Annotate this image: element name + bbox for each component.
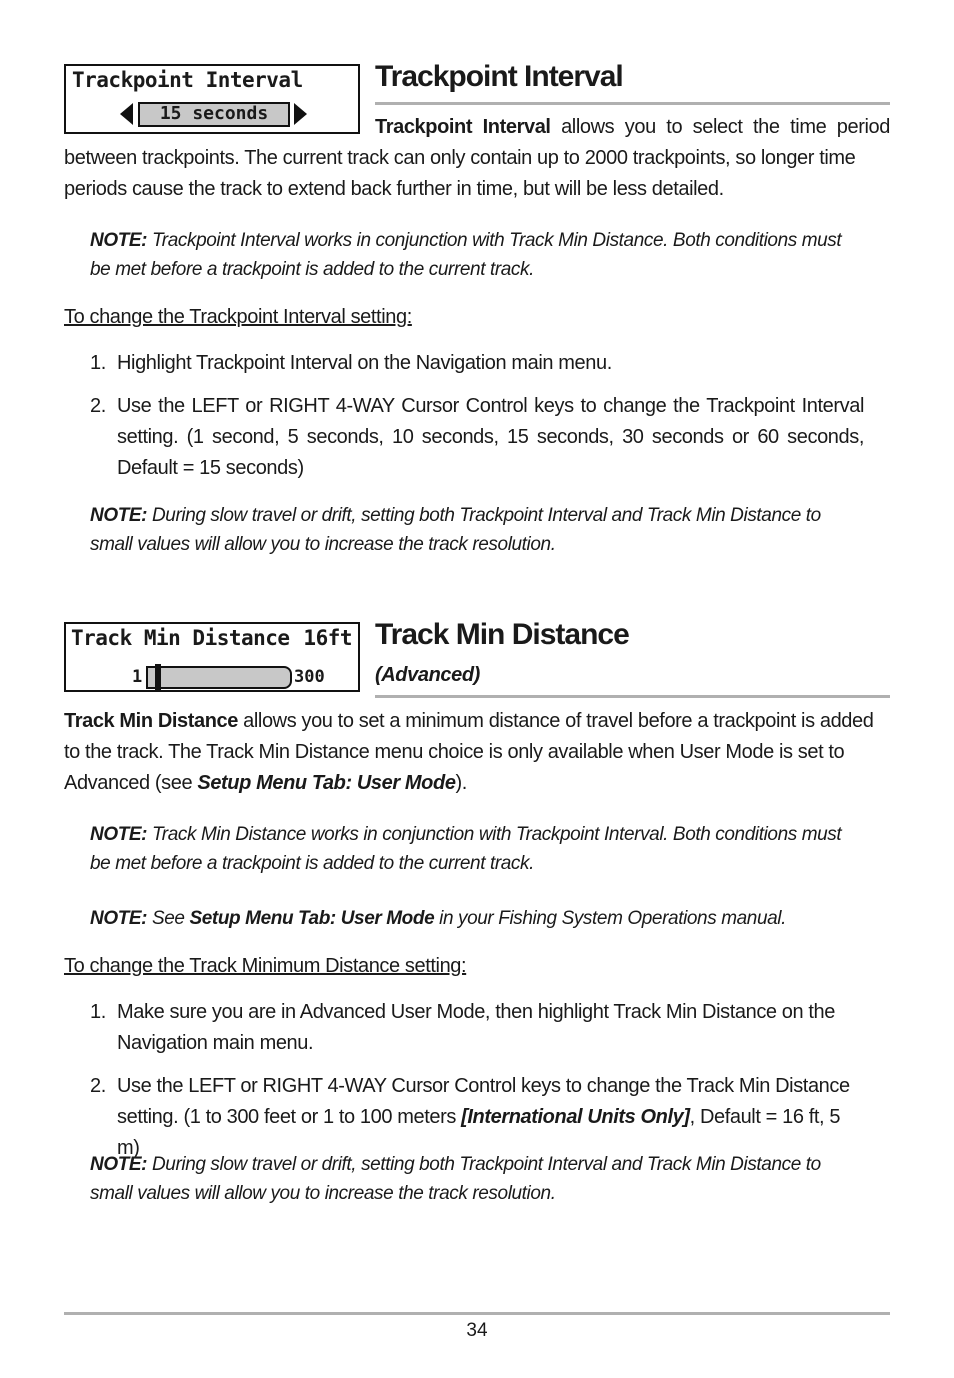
note-label: NOTE: xyxy=(90,908,148,929)
intro-end: ). xyxy=(455,772,467,794)
intro-line1 xyxy=(375,112,890,143)
step-list xyxy=(64,348,864,484)
page-number: 34 xyxy=(466,1320,488,1341)
list-item xyxy=(64,348,864,379)
note-ref: Setup Menu Tab: User Mode xyxy=(189,908,435,929)
note-text: During slow travel or drift, setting both Trackpoint Interval and Track Min Distance to small values will allow you to increase the track resolution. xyxy=(90,505,821,555)
step-number: 2. xyxy=(90,395,106,417)
note xyxy=(90,820,865,878)
footer-rule xyxy=(64,1312,890,1315)
section-subheading: (Advanced) xyxy=(375,664,480,686)
note-text: Track Min Distance works in conjunction with Trackpoint Interval. Both conditions must be met before a trackpoint is added to the current track. xyxy=(90,824,842,874)
step-number: 1. xyxy=(90,1001,106,1023)
widget-value: 15 seconds xyxy=(138,102,290,127)
step-number: 1. xyxy=(90,352,106,374)
intro-bold: Track Min Distance xyxy=(64,710,238,732)
intro-paragraph xyxy=(64,706,890,799)
trackpoint-interval-menu-widget xyxy=(64,64,360,134)
track-min-distance-menu-widget xyxy=(64,622,360,692)
note-label: NOTE: xyxy=(90,1154,148,1175)
heading-rule xyxy=(375,102,890,105)
widget-title: Track Min Distance xyxy=(71,626,290,650)
note xyxy=(90,226,865,284)
note-label: NOTE: xyxy=(90,824,148,845)
note-post: in your Fishing System Operations manual. xyxy=(434,908,787,929)
note xyxy=(90,501,865,559)
step-text: Make sure you are in Advanced User Mode, then highlight Track Min Distance on the Navigation main menu. xyxy=(117,1001,836,1054)
slider-knob xyxy=(155,664,161,691)
widget-current-value: 16ft xyxy=(303,626,352,650)
step-number: 2. xyxy=(90,1075,106,1097)
list-item xyxy=(64,997,864,1059)
note-label: NOTE: xyxy=(90,230,148,251)
step-text: Use the LEFT or RIGHT 4-WAY Cursor Control keys to change the Track Min Distance setting. (1 to 300 feet or 1 to 100 meters xyxy=(117,1075,850,1128)
intro-text: allows you to set a minimum distance of travel before a trackpoint is added to the track. The Track Min Distance menu choice is only available when User Mode is set to Advanced (see xyxy=(64,710,874,794)
procedure-title: To change the Track Minimum Distance setting: xyxy=(64,955,467,977)
slider-min-label: 1 xyxy=(132,667,143,687)
intro-ref: Setup Menu Tab: User Mode xyxy=(197,772,456,794)
list-item xyxy=(64,391,864,484)
step-text-end: , Default = 16 ft, 5 m) xyxy=(117,1106,841,1159)
intro-rest: allows you to select the time period xyxy=(550,116,890,138)
slider-max-label: 300 xyxy=(294,667,325,687)
arrow-right-icon xyxy=(294,103,307,125)
step-ref: [International Units Only] xyxy=(461,1106,690,1128)
heading-rule xyxy=(375,695,890,698)
section-heading: Track Min Distance xyxy=(375,618,629,651)
note-text: During slow travel or drift, setting both Trackpoint Interval and Track Min Distance to small values will allow you to increase the track resolution. xyxy=(90,1154,821,1204)
intro-bold: Trackpoint Interval xyxy=(375,116,551,138)
note xyxy=(90,904,865,933)
note-text: Trackpoint Interval works in conjunction with Track Min Distance. Both conditions must be met before a trackpoint is added to the current track. xyxy=(90,230,842,280)
note-pre: See xyxy=(147,908,190,929)
procedure-title: To change the Trackpoint Interval setting: xyxy=(64,306,412,328)
section-heading: Trackpoint Interval xyxy=(375,60,623,93)
slider-track xyxy=(146,666,292,689)
arrow-left-icon xyxy=(120,103,133,125)
intro-paragraph: between trackpoints. The current track can only contain up to 2000 trackpoints, so longer time periods cause the track to extend back further in time, but will be less detailed. xyxy=(64,147,856,200)
note xyxy=(90,1150,865,1208)
step-text: Highlight Trackpoint Interval on the Navigation main menu. xyxy=(117,352,612,374)
step-text: Use the LEFT or RIGHT 4-WAY Cursor Control keys to change the Trackpoint Interval setting. (1 second, 5 seconds, 10 seconds, 15 seconds, 30 seconds or 60 seconds, Default = 15 seconds) xyxy=(117,395,864,479)
step-list xyxy=(64,997,864,1164)
note-label: NOTE: xyxy=(90,505,148,526)
widget-title: Trackpoint Interval xyxy=(72,68,303,92)
